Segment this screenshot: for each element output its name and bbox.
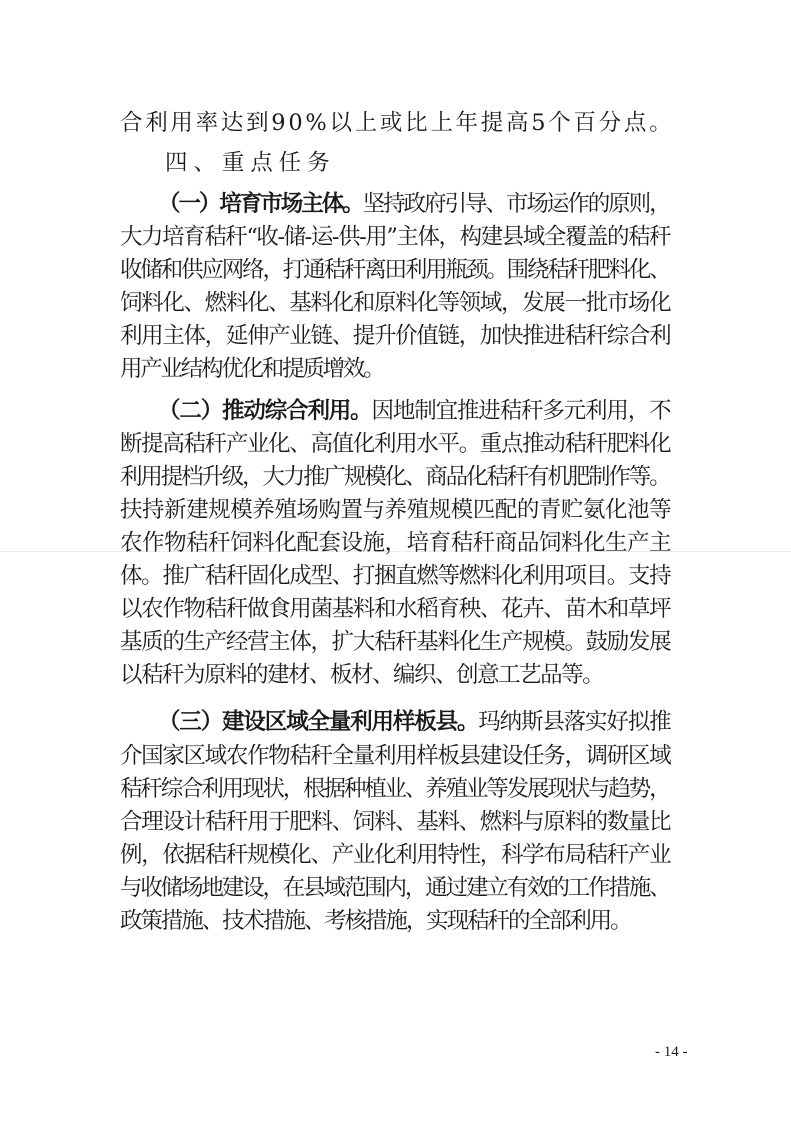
text-line-content <box>120 771 669 807</box>
text-line <box>0 219 791 255</box>
section-heading: （一）培育市场主体。 <box>158 191 363 217</box>
body-text: 扶持新建规模养殖场购置与养殖规模匹配的青贮氨化池等 <box>120 497 672 523</box>
text-line <box>0 837 791 873</box>
text-line <box>0 351 791 387</box>
text-line-content <box>120 105 674 141</box>
body-text: 利用主体，延伸产业链、提升价值链，加快推进秸秆综合利 <box>120 323 671 349</box>
body-text: 合理设计秸秆用于肥料、饲料、基料、燃料与原料的数量比 <box>120 809 671 835</box>
text-line-content <box>120 459 669 495</box>
page-number: - 14 - <box>655 1044 688 1060</box>
text-line-content <box>158 186 670 222</box>
body-text: 体。推广秸秆固化成型、打捆直燃等燃料化利用项目。支持 <box>120 563 671 589</box>
body-text: 用产业结构优化和提质增效。 <box>120 356 384 382</box>
text-line <box>0 318 791 354</box>
text-line-content <box>120 525 671 561</box>
text-line-content <box>120 318 670 354</box>
text-line-content <box>120 903 631 939</box>
body-text: 政策措施、技术措施、考核措施，实现秸秆的全部利用。 <box>120 908 631 934</box>
body-text: 饲料化、燃料化、基料化和原料化等领域，发展一批市场化 <box>120 290 671 316</box>
text-line <box>0 624 791 660</box>
body-text: 因地制宜推进秸秆多元利用，不 <box>371 398 671 424</box>
body-text: 与收储场地建设，在县域范围内，通过建立有效的工作措施、 <box>120 875 670 901</box>
text-line-content <box>120 252 669 288</box>
text-line-content <box>120 558 670 594</box>
text-line <box>0 804 791 840</box>
text-line <box>0 657 791 693</box>
text-line-content <box>120 837 670 873</box>
text-line <box>0 393 791 429</box>
body-text: 坚持政府引导、市场运作的原则， <box>362 191 670 217</box>
text-line-content <box>120 738 670 774</box>
text-line <box>0 903 791 939</box>
text-line <box>0 591 791 627</box>
text-line-content <box>120 285 670 321</box>
text-line <box>0 492 791 528</box>
body-text: 利用提档升级，大力推广规模化、商品化秸秆有机肥制作等。 <box>120 464 670 490</box>
text-line <box>0 426 791 462</box>
body-text: 秸秆综合利用现状，根据种植业、养殖业等发展现状与趋势， <box>120 776 670 802</box>
body-text: 四、重点任务 <box>165 150 336 176</box>
body-text: 介国家区域农作物秸秆全量利用样板县建设任务，调研区域 <box>120 743 671 769</box>
body-text: 例，依据秸秆规模化、产业化利用特性，科学布局秸秆产业 <box>120 842 671 868</box>
body-text: 大力培育秸秆“收-储-运-供-用”主体，构建县域全覆盖的秸秆 <box>120 224 671 250</box>
text-line-content <box>165 145 336 181</box>
text-line-content <box>120 870 669 906</box>
text-line-content <box>120 591 670 627</box>
body-text: 收储和供应网络，打通秸秆离田利用瓶颈。围绕秸秆肥料化、 <box>120 257 670 283</box>
body-text: 玛纳斯县落实好拟推 <box>478 709 671 735</box>
text-line-content <box>120 492 671 528</box>
section-heading: （三）建设区域全量利用样板县。 <box>158 709 479 735</box>
body-text: 农作物秸秆饲料化配套设施，培育秸秆商品饲料化生产主 <box>120 530 672 556</box>
text-line <box>0 525 791 561</box>
text-line <box>0 771 791 807</box>
body-text: 以秸秆为原料的建材、板材、编织、创意工艺品等。 <box>120 662 604 688</box>
text-line <box>0 285 791 321</box>
body-text: 基质的生产经营主体，扩大秸秆基料化生产规模。鼓励发展 <box>120 629 671 655</box>
body-text: 以农作物秸秆做食用菌基料和水稻育秧、花卉、苗木和草坪 <box>120 596 671 622</box>
text-line <box>0 145 791 181</box>
body-text: 断提高秸秆产业化、高值化利用水平。重点推动秸秆肥料化 <box>120 431 671 457</box>
text-line-content <box>158 704 670 740</box>
text-line <box>0 870 791 906</box>
text-line <box>0 704 791 740</box>
text-line-content <box>120 351 383 387</box>
text-line-content <box>120 426 670 462</box>
text-line <box>0 252 791 288</box>
text-line <box>0 459 791 495</box>
text-line-content <box>120 804 670 840</box>
body-text: 合利用率达到90%以上或比上年提高5个百分点。 <box>120 110 675 136</box>
text-line <box>0 558 791 594</box>
text-line <box>0 738 791 774</box>
section-heading: （二）推动综合利用。 <box>158 398 372 424</box>
text-line-content <box>120 624 670 660</box>
text-line-content <box>120 219 670 255</box>
text-line <box>0 186 791 222</box>
text-line-content <box>120 657 603 693</box>
text-line-content <box>158 393 670 429</box>
text-line <box>0 105 791 141</box>
